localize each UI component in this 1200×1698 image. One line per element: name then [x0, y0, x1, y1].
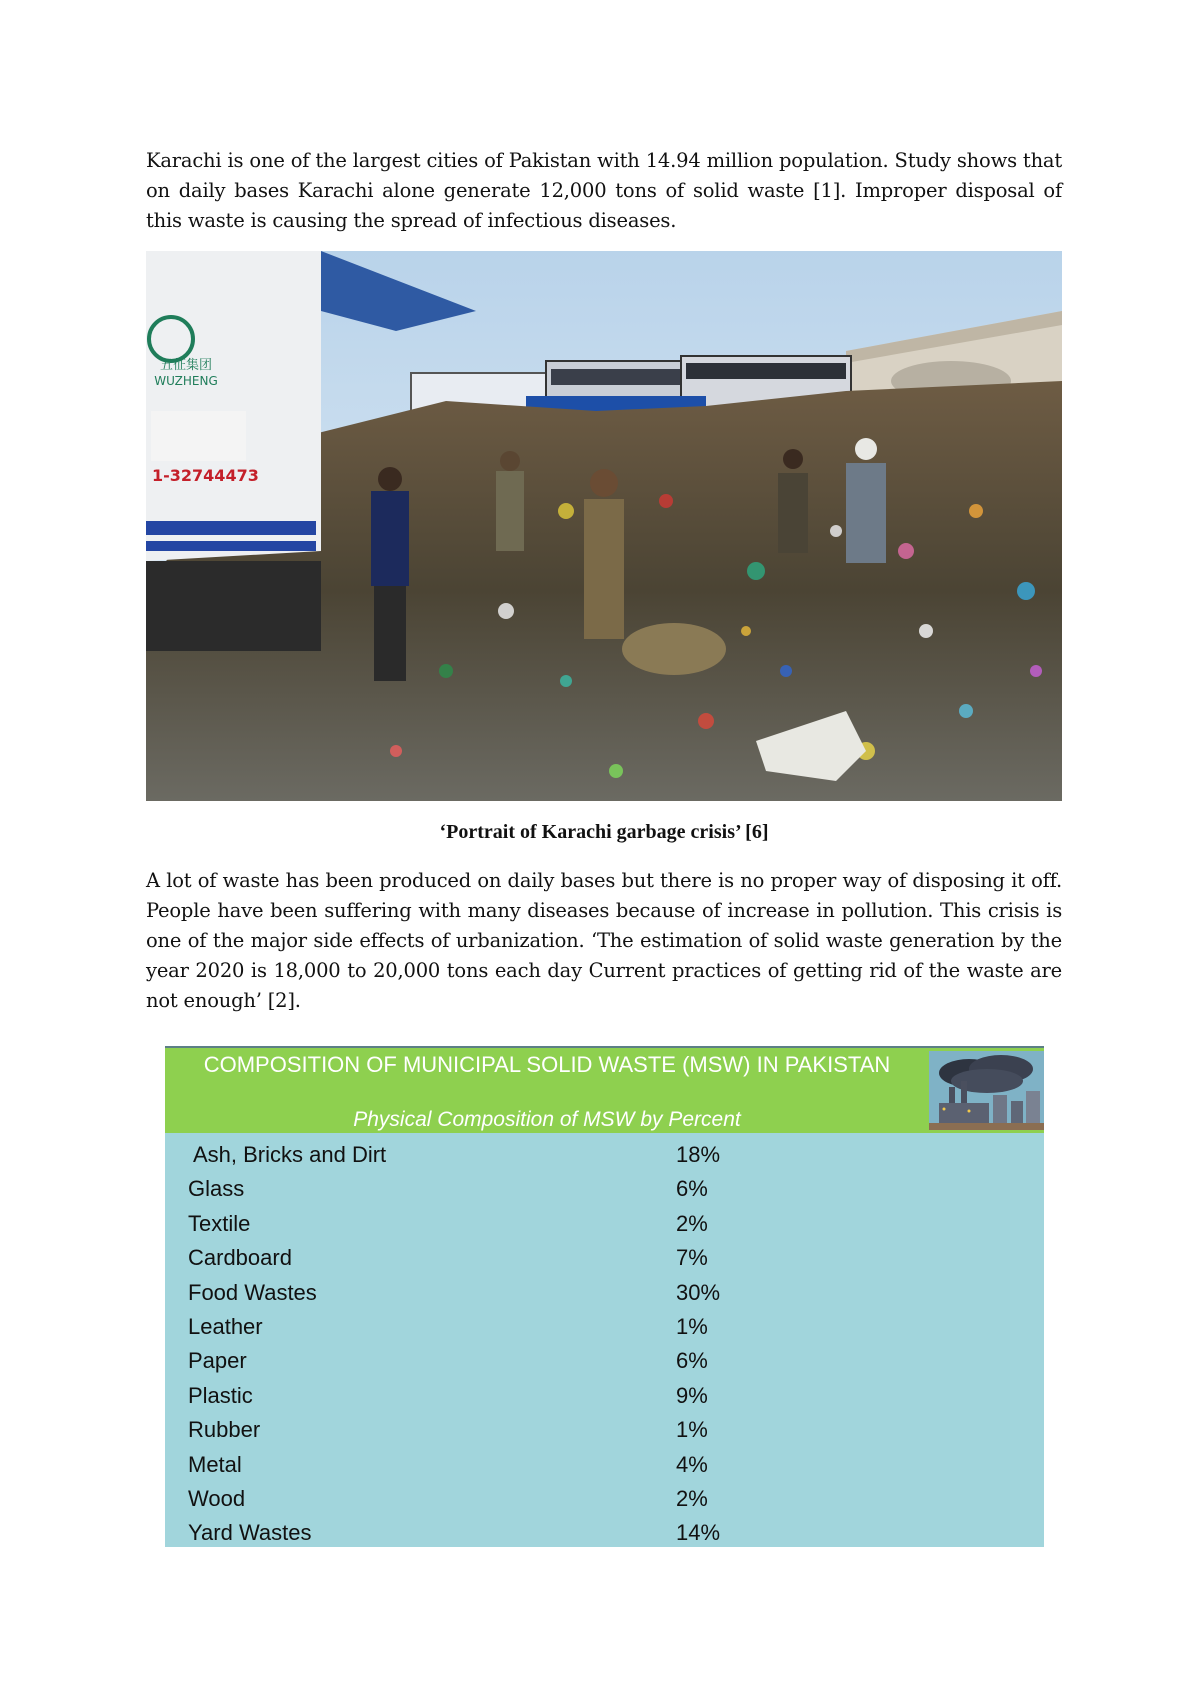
waste-percent: 9%: [676, 1382, 708, 1408]
waste-percent: 6%: [676, 1348, 708, 1374]
waste-percent: 1%: [676, 1314, 708, 1339]
truck-brand-latin: WUZHENG: [154, 374, 218, 388]
truck-brand-chinese: 五征集团: [159, 358, 213, 373]
waste-category: Yard Wastes: [188, 1520, 312, 1546]
body-paragraph: A lot of waste has been produced on daily bases but there is no proper way of disposing it off. People have been suffering with many diseases because of increase in pollution. This crisis is one of the major side effects of urbanization. ‘The estimation of solid waste generation by the year 2020 is 18,000 to 20,000 tons each day Current practices of getting rid of the waste are not enough’ [2].: [146, 869, 1062, 1012]
photo-caption: ‘Portrait of Karachi garbage crisis’ [6]: [439, 821, 769, 843]
table-row: [165, 1138, 1044, 1172]
table-row: [165, 1310, 1044, 1344]
table-row: [165, 1241, 1044, 1275]
waste-percent: 30%: [676, 1279, 721, 1305]
table-subtitle: Physical Composition of MSW by Percent: [353, 1108, 741, 1131]
waste-percent: 14%: [676, 1520, 721, 1546]
intro-paragraph: Karachi is one of the largest cities of Pakistan with 14.94 million population. Study shows that on daily bases Karachi alone generate 12,000 tons of solid waste [1]. Improper disposal of this waste is causing the spread of infectious diseases.: [146, 149, 1062, 232]
table-row: [165, 1413, 1044, 1447]
table-row: [165, 1207, 1044, 1241]
waste-category: Leather: [188, 1314, 263, 1339]
table-row: [165, 1448, 1044, 1482]
waste-category: Rubber: [188, 1417, 261, 1443]
truck-phone: 1-32744473: [152, 466, 259, 485]
waste-percent: 4%: [676, 1451, 708, 1477]
table-row: [165, 1344, 1044, 1378]
table-row: [165, 1482, 1044, 1516]
waste-category: Glass: [188, 1176, 245, 1202]
pollution-illustration: [929, 1051, 1044, 1130]
waste-category: Textile: [188, 1210, 251, 1236]
table-row: [165, 1172, 1044, 1206]
waste-percent: 7%: [676, 1245, 708, 1271]
table-header: [165, 1048, 1044, 1133]
waste-percent: 6%: [676, 1176, 708, 1202]
waste-category: Food Wastes: [188, 1279, 317, 1305]
garbage-crisis-photo: [146, 251, 1062, 801]
waste-percent: 1%: [676, 1417, 708, 1443]
waste-category: Wood: [188, 1486, 246, 1511]
msw-composition-table: [165, 1046, 1044, 1547]
table-row: [165, 1379, 1044, 1413]
waste-percent: 2%: [676, 1486, 708, 1511]
table-title: COMPOSITION OF MUNICIPAL SOLID WASTE (MSW) IN PAKISTAN: [203, 1052, 891, 1077]
table-row: [165, 1516, 1044, 1550]
waste-percent: 18%: [676, 1142, 721, 1167]
waste-percent: 2%: [676, 1210, 708, 1236]
waste-category: Metal: [188, 1451, 242, 1477]
waste-category: Cardboard: [188, 1245, 292, 1271]
waste-category: Plastic: [188, 1382, 253, 1408]
table-row: [165, 1276, 1044, 1310]
waste-category: Ash, Bricks and Dirt: [193, 1142, 387, 1167]
waste-category: Paper: [188, 1348, 247, 1374]
